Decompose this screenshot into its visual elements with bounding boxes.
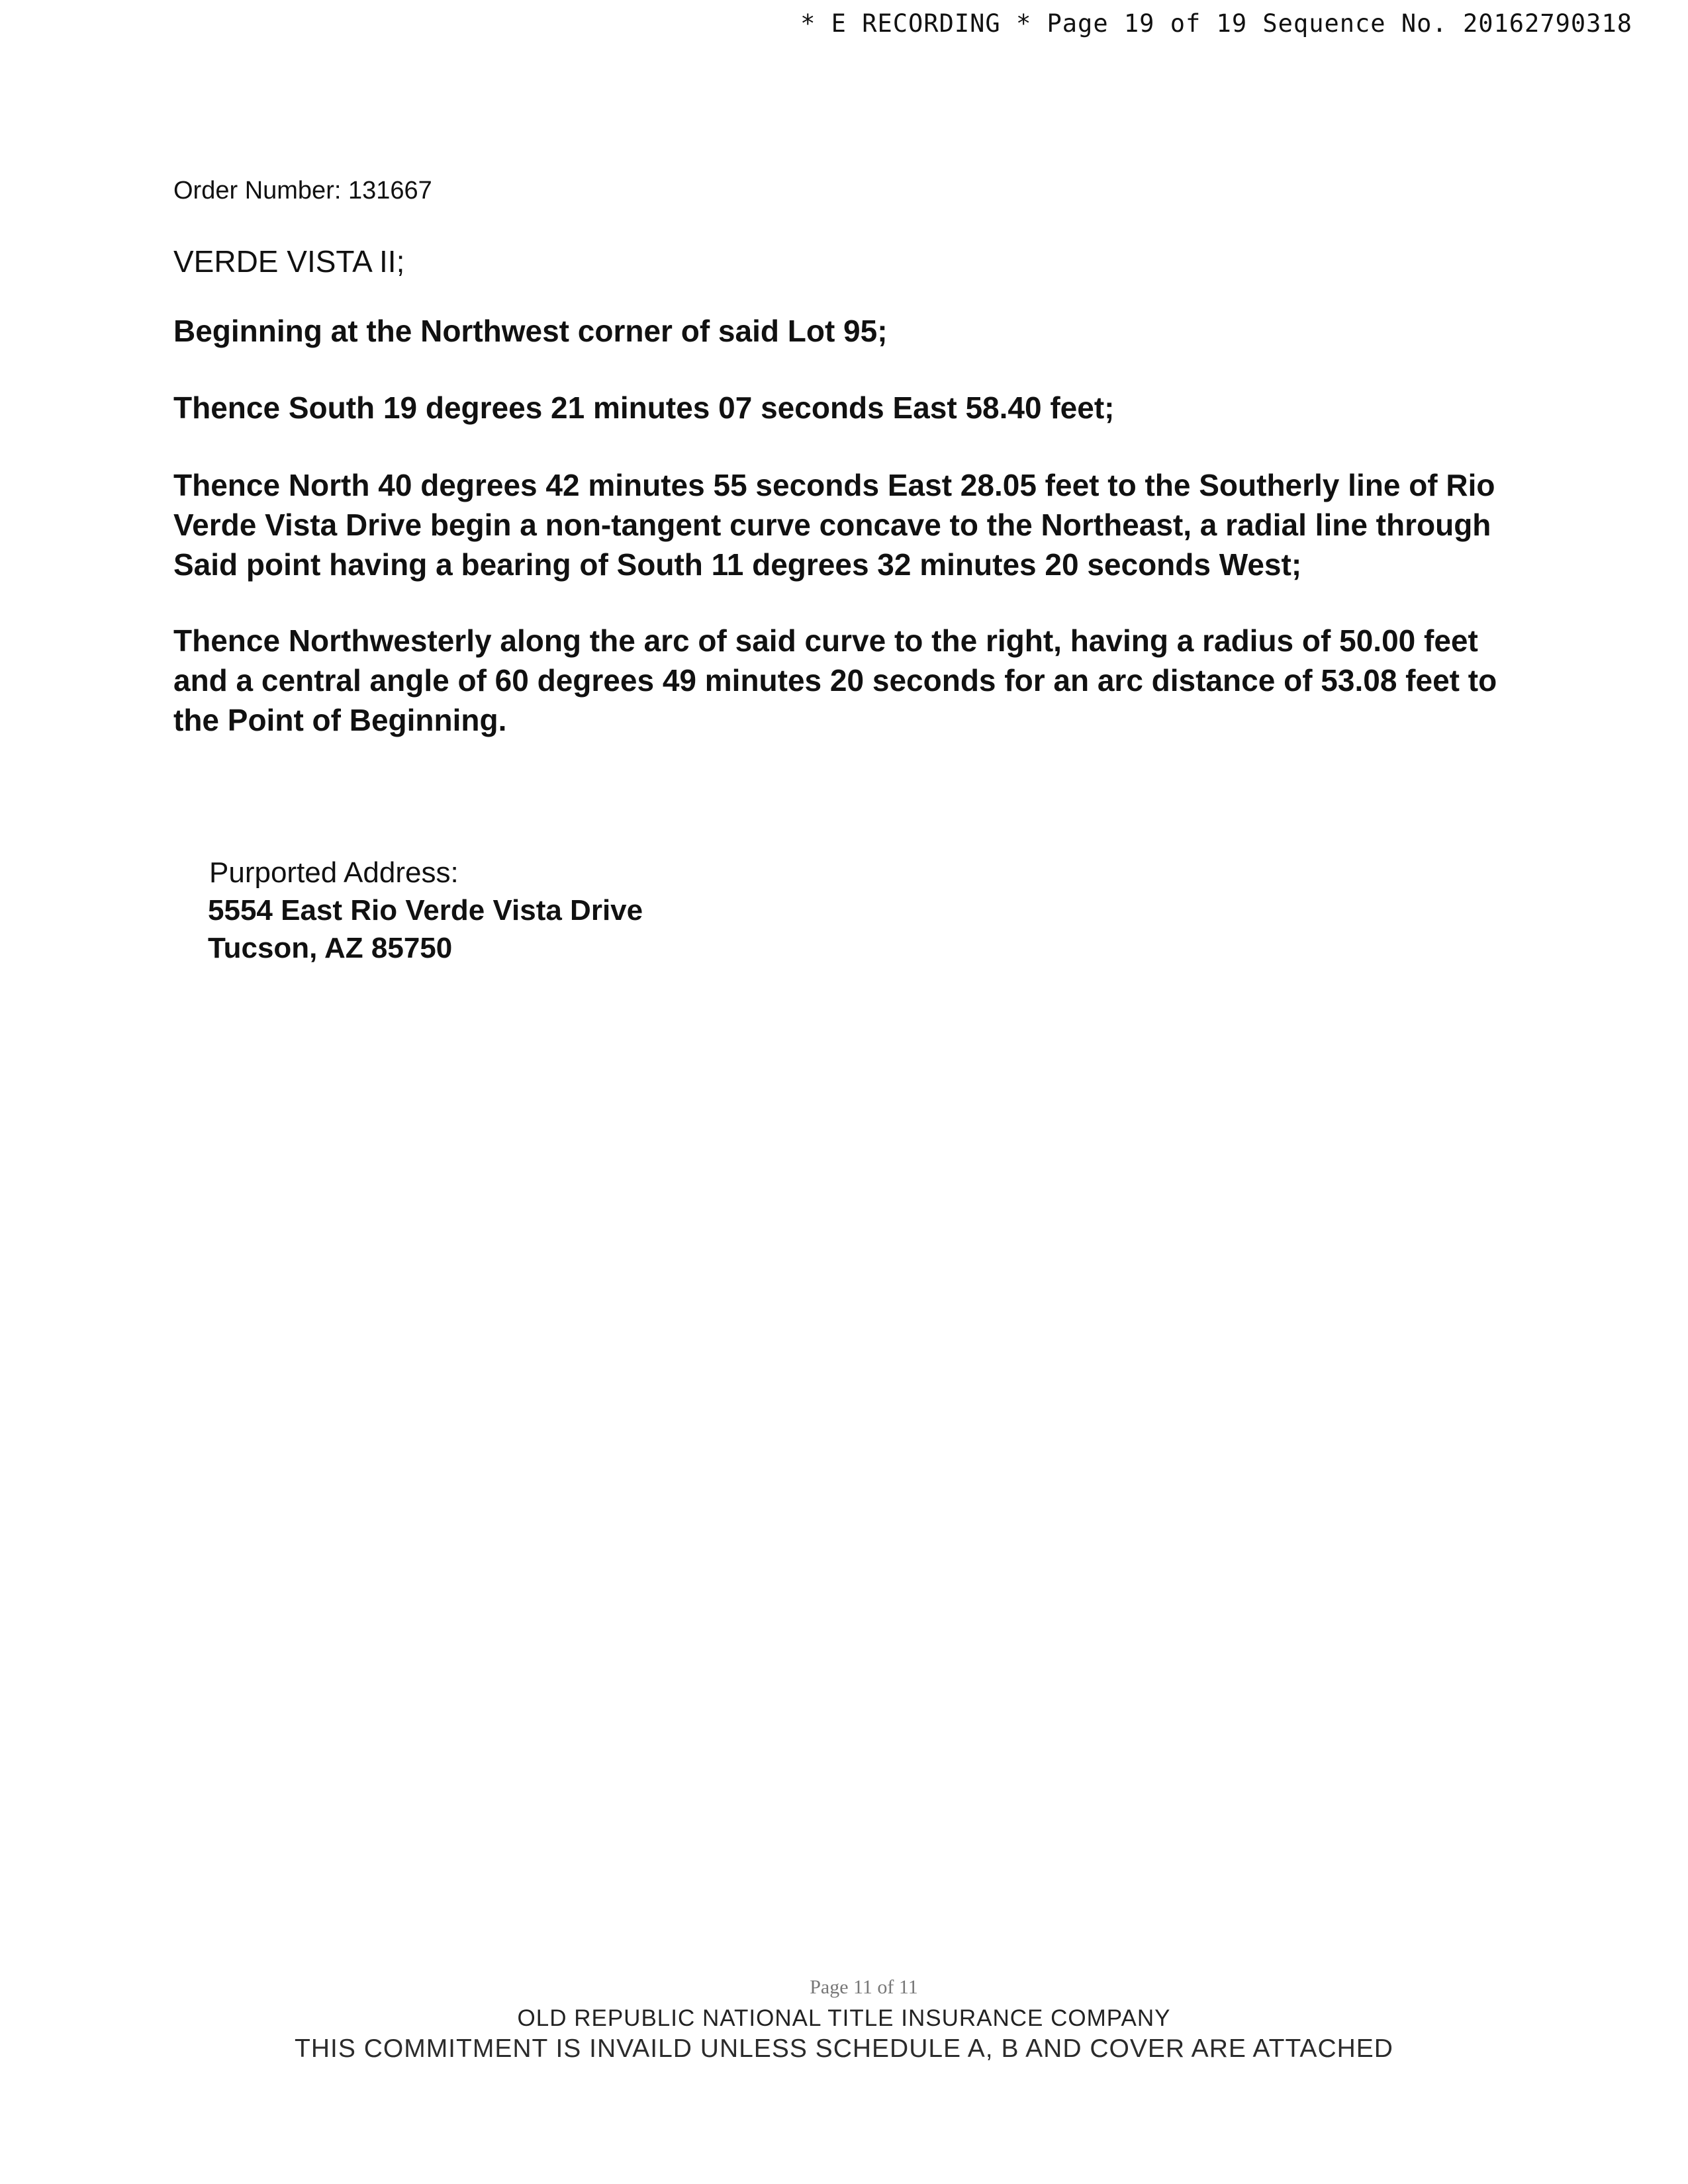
footer-page-number: Page 11 of 11 [810, 1976, 918, 1998]
address-street: 5554 East Rio Verde Vista Drive [208, 894, 643, 927]
recording-header: * E RECORDING * Page 19 of 19 Sequence No. 20162790318 [800, 9, 1632, 38]
legal-description-paragraph: Thence Northwesterly along the arc of said curve to the right, having a radius of 50.00 feet and a central angle of 60 degrees 49 minutes 20 seconds for an arc distance of 53.08 feet to the Point of Beginning. [173, 623, 1497, 737]
footer-disclaimer: THIS COMMITMENT IS INVAILD UNLESS SCHEDULE A, B AND COVER ARE ATTACHED [295, 2034, 1393, 2063]
address-label: Purported Address: [209, 856, 459, 889]
subdivision-name: VERDE VISTA II; [173, 244, 405, 279]
footer-company-name: OLD REPUBLIC NATIONAL TITLE INSURANCE COMPANY [517, 2005, 1171, 2031]
legal-description-paragraph: Thence South 19 degrees 21 minutes 07 seconds East 58.40 feet; [173, 390, 1115, 425]
order-number: Order Number: 131667 [173, 177, 432, 205]
legal-description-paragraph: Thence North 40 degrees 42 minutes 55 seconds East 28.05 feet to the Southerly line of Rio Verde Vista Drive begin a non-tangent curve concave to the Northeast, a radial line through Said point having a bearing of South 11 degrees 32 minutes 20 seconds West; [173, 468, 1495, 582]
legal-description-paragraph: Beginning at the Northwest corner of said Lot 95; [173, 314, 888, 348]
address-city: Tucson, AZ 85750 [208, 932, 453, 964]
